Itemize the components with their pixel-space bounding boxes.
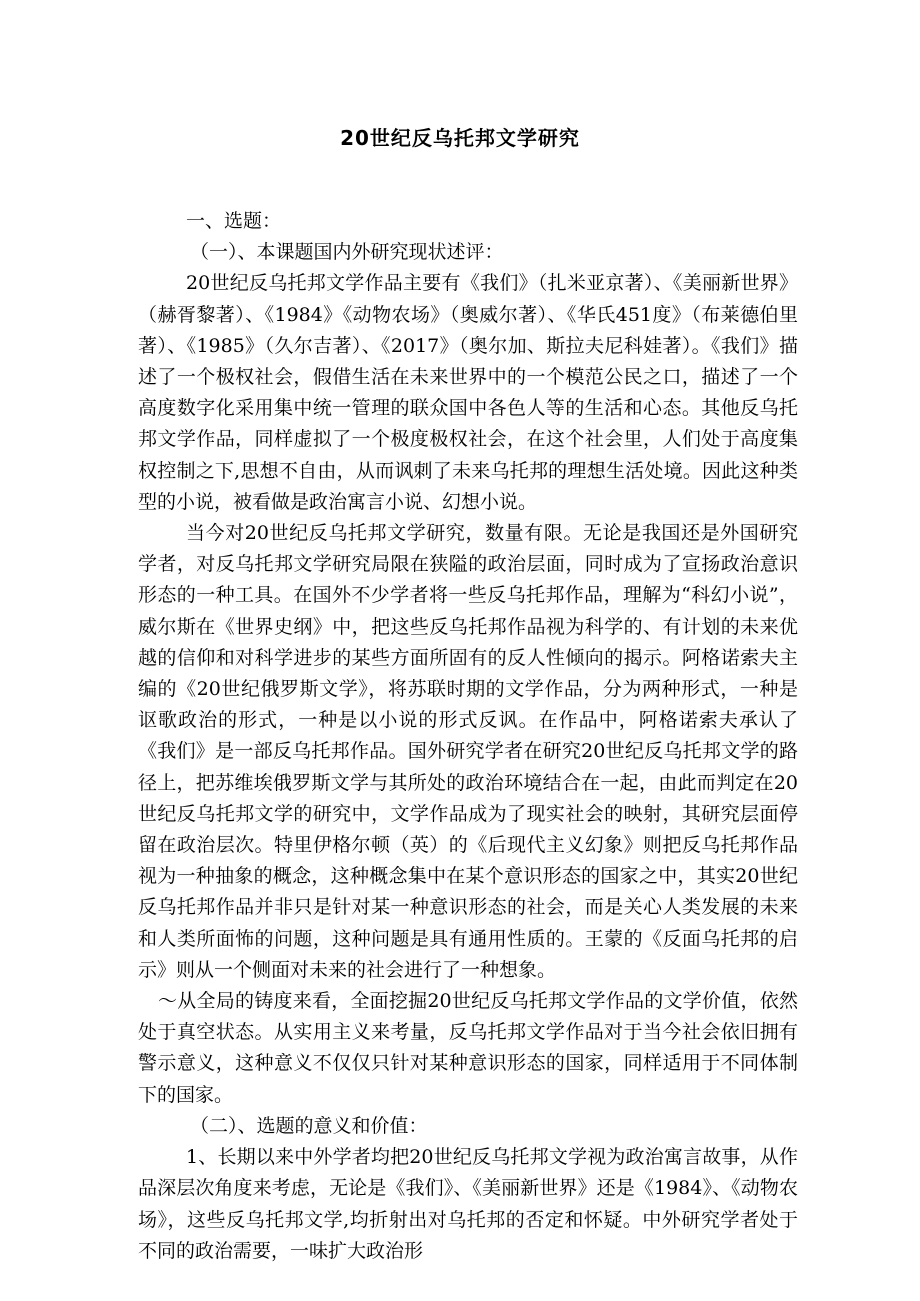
paragraph-3: ～从全局的铸度来看，全面挖掘20世纪反乌托邦文学作品的文学价值，依然处于真空状态。从实用主义来考量，反乌托邦文学作品对于当今社会依旧拥有警示意义，这种意义不仅仅只针对某种意识形态的国家，同样适用于不同体制下的国家。 bbox=[138, 990, 798, 1106]
document-title: 20世纪反乌托邦文学研究 bbox=[340, 126, 580, 150]
section-heading: 一、选题： bbox=[186, 210, 282, 232]
subsection-heading-2: （二）、选题的意义和价值： bbox=[190, 1114, 428, 1137]
paragraph-2: 当今对20世纪反乌托邦文学研究，数量有限。无论是我国还是外国研究学者，对反乌托邦文学研究局限在狭隘的政治层面，同时成为了宣扬政治意识形态的一种工具。在国外不少学者将一些反乌托邦作品，理解为“科幻小说”，威尔斯在《世界史纲》中，把这些反乌托邦作品视为科学的、有计划的未来优越的信仰和对科学进步的某些方面所固有的反人性倾向的揭示。阿格诺索夫主编的《20世纪俄罗斯文学》，将苏联时期的文学作品，分为两种形式，一种是讴歌政治的形式，一种是以小说的形式反讽。在作品中，阿格诺索夫承认了《我们》是一部反乌托邦作品。国外研究学者在研究20世纪反乌托邦文学的路径上，把苏维埃俄罗斯文学与其所处的政治环境结合在一起，由此而判定在20世纪反乌托邦文学的研究中，文学作品成为了现实社会的映射，其研究层面停留在政治层次。特里伊格尔顿（英）的《后现代主义幻象》则把反乌托邦作品视为一种抽象的概念，这种概念集中在某个意识形态的国家之中，其实20世纪反乌托邦作品并非只是针对某一种意识形态的社会，而是关心人类发展的未来和人类所面怖的问题，这种问题是具有通用性质的。王蒙的《反面乌托邦的启示》则从一个侧面对未来的社会进行了一种想象。 bbox=[138, 522, 798, 981]
subsection-heading-1: （一）、本课题国内外研究现状述评： bbox=[190, 241, 504, 264]
document-body bbox=[138, 206, 798, 1267]
paragraph-4: 1、长期以来中外学者均把20世纪反乌托邦文学视为政治寓言故事，从作品深层次角度来考虑，无论是《我们》、《美丽新世界》还是《1984》、《动物农场》，这些反乌托邦文学,均折射出对乌托邦的否定和怀疑。中外研究学者处于不同的政治需要，一味扩大政治形 bbox=[138, 1146, 798, 1262]
paragraph-1: 20世纪反乌托邦文学作品主要有《我们》（扎米亚京著）、《美丽新世界》（赫胥黎著）、《1984》《动物农场》（奥威尔著）、《华氏451度》（布莱德伯里著）、《1985》（久尔吉著）、《2017》（奥尔加、斯拉夫尼科娃著）。《我们》描述了一个极权社会，假借生活在未来世界中的一个模范公民之口，描述了一个高度数字化采用集中统一管理的联众国中各色人等的生活和心态。其他反乌托邦文学作品，同样虚拟了一个极度极权社会，在这个社会里，人们处于高度集权控制之下,思想不自由，从而讽刺了未来乌托邦的理想生活处境。因此这种类型的小说，被看做是政治寓言小说、幻想小说。 bbox=[138, 272, 798, 513]
